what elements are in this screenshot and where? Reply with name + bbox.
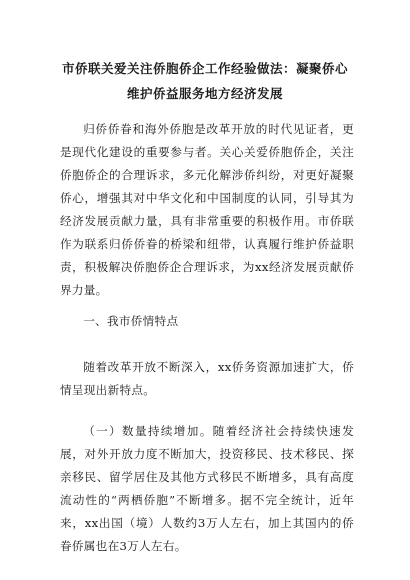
document-title: 市侨联关爱关注侨胞侨企工作经验做法：凝聚侨心维护侨益服务地方经济发展 [61, 61, 348, 101]
quantity-paragraph: （一）数量持续增加。随着经济社会持续快速发展，对外开放力度不断加大，投资移民、技术移民、探亲移民、留学居住及其他方式移民不断增多，具有高度流动性的“两栖侨胞”不断增多。据不完全统计，近年来，xx出国（境）人数约3万人左右，加上其国内的侨眷侨属也在3万人左右。 [60, 424, 354, 553]
intro-paragraph: 归侨侨眷和海外侨胞是改革开放的时代见证者，更是现代化建设的重要参与者。关心关爱侨胞侨企，关注侨胞侨企的合理诉求，多元化解涉侨纠纷，对更好凝聚侨心，增强其对中华文化和中国制度的认同，引导其为经济发展贡献力量，具有非常重要的积极作用。市侨联作为联系归侨侨眷的桥梁和纽带，认真履行维护侨益职责，积极解决侨胞侨企合理诉求，为xx经济发展贡献侨界力量。 [60, 122, 354, 297]
section-heading: 一、我市侨情特点 [83, 314, 179, 328]
overview-paragraph: 随着改革开放不断深入，xx侨务资源加速扩大，侨情呈现出新特点。 [60, 360, 354, 397]
